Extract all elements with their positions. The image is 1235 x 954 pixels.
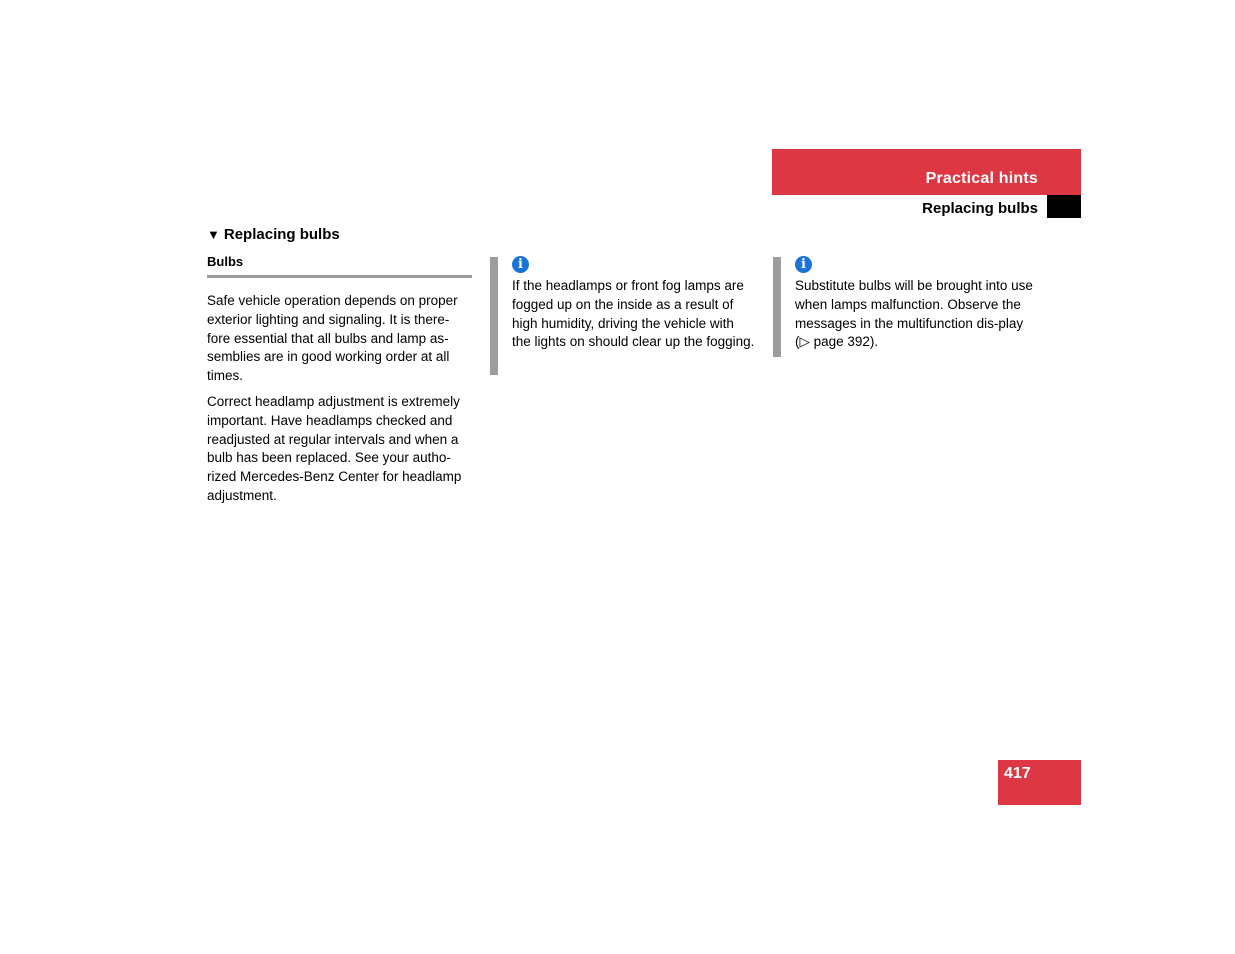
page-number: 417: [1004, 765, 1031, 782]
section-heading-text: Replacing bulbs: [223, 226, 340, 243]
chapter-header: [772, 149, 1081, 195]
section-heading: [207, 226, 340, 243]
main-column: [207, 254, 472, 506]
section-header: [772, 195, 1047, 218]
paragraph: Safe vehicle operation depends on proper exterior lighting and signaling. It is there-fore essential that all bulbs and lamp as-semblies are in good working order at all times.: [207, 293, 458, 384]
section-tab-marker: [1047, 195, 1081, 218]
page-number-box: [998, 760, 1081, 805]
info-note: [773, 257, 1039, 357]
paragraph: Correct headlamp adjustment is extremely important. Have headlamps checked and readjusted at regular intervals and when a bulb has been replaced. See your autho-rized Mercedes-Benz Center for headlamp adjustment.: [207, 393, 462, 503]
chapter-title: Practical hints: [925, 170, 1038, 187]
info-icon: i: [512, 256, 529, 273]
info-note-text: If the headlamps or front fog lamps are fogged up on the inside as a result of high humidity, driving the vehicle with the lights on should clear up the fogging.: [512, 278, 755, 350]
triangle-marker-icon: ▼: [207, 227, 220, 242]
section-title: Replacing bulbs: [922, 200, 1038, 217]
info-note: [490, 257, 756, 375]
info-icon: i: [795, 256, 812, 273]
info-note-text: Substitute bulbs will be brought into use when lamps malfunction. Observe the messages in the multifunction dis-play (▷ page 392).: [795, 278, 1033, 350]
subheading: Bulbs: [207, 254, 472, 278]
